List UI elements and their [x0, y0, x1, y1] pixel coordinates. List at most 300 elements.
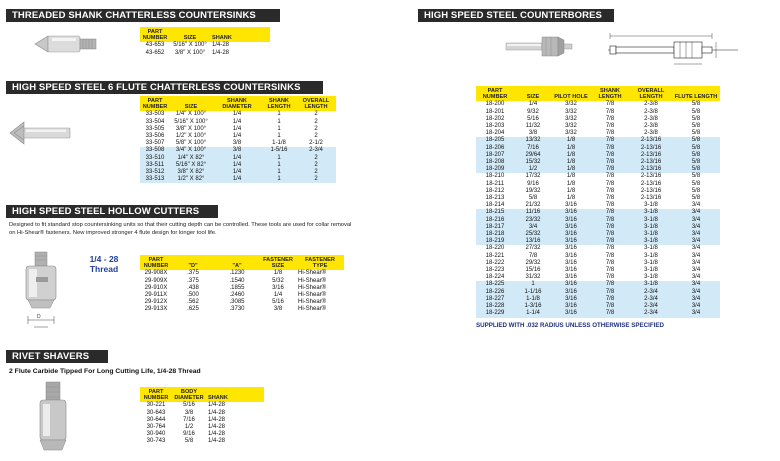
cell: .625 — [187, 306, 199, 313]
cell: 31/32 — [525, 274, 541, 281]
cell: 5/16" X 100° — [174, 118, 208, 125]
table-row — [140, 410, 264, 417]
col-shank: SHANK — [210, 27, 270, 42]
cell: 1/4-28 — [208, 438, 226, 445]
cell: 3/4 — [691, 245, 701, 252]
cell: 3/4 — [514, 224, 552, 231]
cell: 3/4 — [691, 267, 701, 274]
col-a: "A" — [214, 255, 260, 270]
cell: 3/16 — [272, 284, 284, 291]
cell: .1855 — [229, 284, 245, 291]
table-row — [476, 310, 720, 317]
cell: 7/8 — [605, 274, 615, 281]
cell: 1/4 — [212, 162, 262, 169]
table-row — [140, 155, 336, 162]
cell: 18-229 — [476, 310, 514, 317]
cell: 7/8 — [605, 173, 615, 180]
cell: 18-208 — [476, 159, 514, 166]
cell: 33-513 — [140, 176, 170, 183]
cell: 1/4-28 — [208, 409, 226, 416]
cell: .1540 — [229, 277, 245, 284]
cell: 3/16 — [565, 274, 577, 281]
cell: 3/4 — [691, 259, 701, 266]
cell: 3-1/8 — [644, 267, 658, 274]
cell: 3/16 — [552, 217, 590, 224]
cell: 5/8 — [672, 166, 720, 173]
cell: 3/16 — [552, 289, 590, 296]
cell: 5/16" X 82° — [170, 162, 212, 169]
cell: 29-910X — [144, 284, 168, 291]
cell: 18-201 — [485, 108, 505, 115]
table-row — [140, 431, 264, 438]
cell: 3/4 — [672, 289, 720, 296]
table-row — [476, 109, 720, 116]
table-row — [140, 133, 336, 140]
cell: 7/8 — [590, 217, 630, 224]
cell: 2 — [314, 125, 318, 132]
table-row — [476, 296, 720, 303]
cell: .438 — [187, 284, 199, 291]
cell: 1/4-28 — [212, 49, 230, 56]
col-shank: SHANK — [206, 387, 264, 402]
counterbores-note: SUPPLIED WITH .032 RADIUS UNLESS OTHERWISE SPECIFIED — [476, 322, 664, 329]
cell: 3/4 — [672, 238, 720, 245]
cell: 7/16 — [183, 416, 195, 423]
cell: 13/32 — [514, 137, 552, 144]
cell: 18-220 — [485, 245, 505, 252]
cell: 5/16 — [527, 115, 539, 122]
cell: 1/2 — [514, 166, 552, 173]
cell: 33-505 — [145, 125, 165, 132]
cell: 3-1/8 — [644, 202, 658, 209]
cell: Hi-Shear® — [298, 292, 327, 299]
table-row — [476, 152, 720, 159]
cell: 7/8 — [605, 195, 615, 202]
cell: 1/4-28 — [208, 424, 226, 431]
cell: 3/32 — [565, 123, 577, 130]
rivet-section-title: RIVET SHAVERS — [6, 350, 108, 363]
cell: 7/8 — [590, 166, 630, 173]
table-row — [140, 169, 336, 176]
cell: 7/8 — [590, 152, 630, 159]
cell: 3/4" X 100° — [170, 147, 212, 154]
cell: 15/32 — [514, 159, 552, 166]
table-row — [140, 176, 336, 183]
cell: 3-1/8 — [644, 245, 658, 252]
counterbores-section-title: HIGH SPEED STEEL COUNTERBORES — [418, 9, 614, 22]
cell: 1/8 — [552, 166, 590, 173]
table-row — [476, 238, 720, 245]
table-row — [140, 424, 264, 431]
col-body-diameter: BODY DIAMETER — [172, 387, 206, 402]
cell: 7/8 — [590, 209, 630, 216]
rivet-subtitle: 2 Flute Carbide Tipped For Long Cutting Life, 1/4-28 Thread — [9, 368, 201, 375]
cell: 3/16 — [552, 224, 590, 231]
col-shank-length: SHANK LENGTH — [590, 86, 630, 101]
cell: 5/8" X 100° — [175, 140, 207, 147]
cell: 1/4 — [528, 101, 538, 108]
cell: 3/32 — [565, 101, 577, 108]
table-row — [476, 245, 720, 252]
cell: .375 — [187, 270, 199, 277]
cell: 1/4 — [232, 111, 242, 118]
cell: 2-3/8 — [644, 108, 658, 115]
cell: 1/4 — [273, 292, 283, 299]
cell: 5/16 — [272, 299, 284, 306]
cell: 1 — [262, 169, 296, 176]
cell: 3/16 — [565, 252, 577, 259]
cell: 3-1/8 — [630, 238, 672, 245]
cell: 7/8 — [605, 108, 615, 115]
table-row — [476, 253, 720, 260]
hollow-section-title: HIGH SPEED STEEL HOLLOW CUTTERS — [6, 205, 218, 218]
cell: 18-226 — [476, 289, 514, 296]
cell: 3/16 — [565, 259, 577, 266]
rivet-shaver-image — [34, 380, 74, 456]
table-row — [140, 270, 344, 277]
cell: 18-227 — [476, 296, 514, 303]
cell: 1 — [277, 111, 281, 118]
cell: 2-3/4 — [630, 303, 672, 310]
table-row — [140, 402, 264, 409]
cell: 29-913X — [144, 306, 168, 313]
cell: 1/8 — [552, 145, 590, 152]
cell: 1/4 — [212, 169, 262, 176]
cell: 30-940 — [146, 431, 166, 438]
cell: 1 — [514, 281, 552, 288]
cell: 3/32 — [565, 130, 577, 137]
cell: 3/16 — [552, 231, 590, 238]
cell: 33-506 — [145, 133, 165, 140]
cell: 5/8 — [691, 130, 701, 137]
table-row — [140, 306, 344, 313]
cell: 3/4 — [672, 296, 720, 303]
cell: 18-206 — [476, 145, 514, 152]
col-part-number: PART NUMBER — [140, 387, 172, 402]
table-row — [140, 147, 336, 154]
table-row — [140, 119, 336, 126]
col-size: SIZE — [514, 86, 552, 101]
cell: 18-213 — [485, 195, 505, 202]
cell: 2 — [314, 111, 318, 118]
cell: 18-209 — [476, 166, 514, 173]
cell: 1/4 — [212, 155, 262, 162]
svg-text:D: D — [37, 314, 41, 320]
col-part-number: PART NUMBER — [476, 86, 514, 101]
cell: 5/8 — [691, 187, 701, 194]
hollow-description: Designed to fit standard stop countersinking units so that their cutting depth can be controlled. These tools are used for collar removal on Hi-Shear® fasteners. New improved stronger 4 flute design for longer tool life. — [9, 222, 352, 236]
cell: Hi-Shear® — [298, 299, 327, 306]
cell: 2 — [314, 118, 318, 125]
cell: 9/16 — [527, 180, 539, 187]
cell: 3/8 — [528, 130, 538, 137]
col-part-number: PART NUMBER — [140, 96, 170, 111]
cell: 2-3/8 — [644, 115, 658, 122]
cell: 3/4 — [672, 281, 720, 288]
cell: 3-1/8 — [644, 259, 658, 266]
cell: 1/4-28 — [208, 431, 226, 438]
table-row — [476, 195, 720, 202]
rivet-table — [140, 387, 264, 446]
cell: 5/8 — [691, 123, 701, 130]
cell: 29-911X — [144, 292, 168, 299]
col-flute-length: FLUTE LENGTH — [672, 86, 720, 101]
cell: 18-204 — [485, 130, 505, 137]
cell: 3-1/8 — [630, 217, 672, 224]
table-row — [476, 217, 720, 224]
cell: 19/32 — [525, 187, 541, 194]
col-fastener-size: FASTENER SIZE — [260, 255, 296, 270]
cell: 3/16 — [552, 303, 590, 310]
cell: 3/8 — [184, 409, 194, 416]
cell: .2460 — [229, 292, 245, 299]
table-row — [476, 116, 720, 123]
cell: 5/8 — [528, 195, 538, 202]
table-row — [476, 289, 720, 296]
cell: 2-3/8 — [644, 130, 658, 137]
cell: 3/16 — [552, 281, 590, 288]
cell: 1-1/8 — [272, 140, 286, 147]
cell: 5/8 — [691, 108, 701, 115]
cell: 3/32 — [565, 115, 577, 122]
cell: 2-13/16 — [640, 173, 662, 180]
cell: 1/8 — [552, 152, 590, 159]
table-row — [140, 162, 336, 169]
cell: 1/4 — [232, 118, 242, 125]
table-row — [476, 101, 720, 108]
cell: 3-1/8 — [644, 252, 658, 259]
cell: 7/8 — [590, 310, 630, 317]
cell: 2 — [314, 133, 318, 140]
cell: 1/8 — [552, 159, 590, 166]
cell: 18-217 — [476, 224, 514, 231]
cell: 7/8 — [605, 252, 615, 259]
cell: 7/8 — [590, 145, 630, 152]
cell: 1-1/16 — [514, 289, 552, 296]
cell: 2-3/4 — [630, 296, 672, 303]
threaded-table — [140, 27, 270, 57]
cell: 18-212 — [485, 187, 505, 194]
cell: .562 — [187, 299, 199, 306]
cell: 29-908X — [144, 270, 168, 277]
table-row — [140, 126, 336, 133]
cell: 18-216 — [476, 217, 514, 224]
cell: 1 — [277, 133, 281, 140]
cell: 18-221 — [485, 252, 505, 259]
cell: 18-215 — [476, 209, 514, 216]
col-fastener-type: FASTENER TYPE — [296, 255, 344, 270]
cell: 1/8 — [566, 180, 576, 187]
cell: 1/8 — [552, 137, 590, 144]
col-shank-length: SHANK LENGTH — [262, 96, 296, 111]
cell: 3/8 — [273, 306, 283, 313]
cell: 27/32 — [525, 245, 541, 252]
table-row — [140, 417, 264, 424]
cell: .500 — [187, 292, 199, 299]
cell: 2 — [296, 169, 336, 176]
cell: 7/8 — [590, 224, 630, 231]
cell: 2-13/16 — [640, 195, 662, 202]
cell: 11/32 — [525, 123, 541, 130]
cell: 33-507 — [145, 140, 165, 147]
cell: 3/4 — [691, 274, 701, 281]
table-row — [476, 260, 720, 267]
cell: 2-13/16 — [640, 180, 662, 187]
cell: 5/8 — [691, 173, 701, 180]
thread-label: 1/4 - 28 Thread — [89, 254, 119, 274]
cell: 18-202 — [485, 115, 505, 122]
cell: 3/8 — [212, 147, 262, 154]
cell: 3/16 — [565, 202, 577, 209]
threaded-section-title: THREADED SHANK CHATTERLESS COUNTERSINKS — [6, 9, 280, 22]
cell: 3/4 — [672, 303, 720, 310]
cell: 1-1/4 — [514, 310, 552, 317]
table-row — [476, 181, 720, 188]
cell: 7/8 — [590, 296, 630, 303]
cell: 3/16 — [552, 310, 590, 317]
counterbores-table — [476, 86, 720, 318]
cell: 29/32 — [525, 259, 541, 266]
table-row — [140, 285, 344, 292]
cell: 7/8 — [605, 245, 615, 252]
cell: 3/16 — [565, 267, 577, 274]
cell: 18-200 — [485, 101, 505, 108]
cell: 3/4 — [672, 231, 720, 238]
cell: 5/8 — [184, 438, 194, 445]
table-row — [476, 267, 720, 274]
cell: 21/32 — [525, 202, 541, 209]
cell: 2 — [296, 176, 336, 183]
cell: 13/16 — [514, 238, 552, 245]
cell: 5/16" X 100° — [173, 42, 207, 49]
cell: 18-214 — [485, 202, 505, 209]
cell: 25/32 — [514, 231, 552, 238]
table-row — [476, 145, 720, 152]
table-row — [476, 224, 720, 231]
col-part-number: PART NUMBER — [140, 27, 170, 42]
cell: 1 — [262, 155, 296, 162]
cell: 23/32 — [514, 217, 552, 224]
table-row — [140, 111, 336, 118]
col-size: SIZE — [170, 27, 210, 42]
cell: 29-912X — [144, 299, 168, 306]
cell: 7/8 — [605, 123, 615, 130]
cell: 30-644 — [146, 416, 166, 423]
cell: 2-3/4 — [630, 289, 672, 296]
cell: 1/2" X 82° — [170, 176, 212, 183]
cell: 18-207 — [476, 152, 514, 159]
col-overall-length: OVERALL LENGTH — [630, 86, 672, 101]
hollow-table — [140, 255, 344, 314]
table-row — [476, 130, 720, 137]
cell: 2-3/4 — [296, 147, 336, 154]
cell: 2-13/16 — [630, 166, 672, 173]
cell: 33-511 — [140, 162, 170, 169]
cell: 3/16 — [552, 209, 590, 216]
cell: 7/8 — [605, 115, 615, 122]
cell: 7/8 — [590, 289, 630, 296]
cell: 1-5/16 — [262, 147, 296, 154]
table-row — [476, 123, 720, 130]
cell: 9/16 — [183, 431, 195, 438]
cell: 18-219 — [476, 238, 514, 245]
cell: 15/16 — [525, 267, 541, 274]
cell: 5/8 — [672, 137, 720, 144]
cell: 1/8 — [273, 270, 283, 277]
counterbore-image — [504, 32, 574, 62]
cell: 7/8 — [590, 159, 630, 166]
cell: 5/8 — [691, 180, 701, 187]
cell: 1 — [277, 125, 281, 132]
cell: 33-512 — [140, 169, 170, 176]
cell: 1-3/16 — [514, 303, 552, 310]
cell: 2-13/16 — [630, 152, 672, 159]
cell: 3/8" X 82° — [170, 169, 212, 176]
cell: 3/4 — [691, 202, 701, 209]
table-row — [476, 281, 720, 288]
cell: 18-210 — [485, 173, 505, 180]
table-row — [476, 137, 720, 144]
table-row — [476, 159, 720, 166]
table-row — [476, 202, 720, 209]
cell: 2-13/16 — [630, 159, 672, 166]
cell: 1/4-28 — [208, 402, 226, 409]
cell: .375 — [187, 277, 199, 284]
cell: Hi-Shear® — [298, 284, 327, 291]
cell: 1-1/8 — [514, 296, 552, 303]
table-row — [476, 166, 720, 173]
cell: 1 — [262, 176, 296, 183]
table-row — [476, 274, 720, 281]
cell: 7/8 — [605, 187, 615, 194]
cell: 33-510 — [140, 155, 170, 162]
cell: 3/16 — [552, 296, 590, 303]
countersink-six-flute-image — [8, 118, 76, 148]
cell: 1/4-28 — [212, 42, 230, 49]
cell: 3/4 — [691, 252, 701, 259]
cell: 18-225 — [476, 281, 514, 288]
cell: Hi-Shear® — [298, 306, 327, 313]
cell: 1 — [262, 162, 296, 169]
cell: 5/8 — [672, 145, 720, 152]
cell: 1/4-28 — [208, 416, 226, 423]
table-row — [476, 188, 720, 195]
cell: 5/32 — [272, 277, 284, 284]
cell: 7/8 — [605, 130, 615, 137]
cell: 3/16 — [565, 245, 577, 252]
cell: .3085 — [229, 299, 245, 306]
col-overall-length: OVERALL LENGTH — [296, 96, 336, 111]
col-part-number: PART NUMBER — [140, 255, 172, 270]
cell: 7/8 — [590, 137, 630, 144]
cell: 3/8" X 100° — [174, 49, 206, 56]
table-row — [476, 173, 720, 180]
cell: 30-643 — [146, 409, 166, 416]
cell: 7/8 — [605, 180, 615, 187]
cell: 7/16 — [514, 145, 552, 152]
counterbore-diagram — [598, 30, 748, 70]
table-row — [476, 209, 720, 216]
cell: 7/8 — [590, 281, 630, 288]
cell: 33-508 — [140, 147, 170, 154]
cell: 2-3/4 — [630, 310, 672, 317]
cell: 29-909X — [144, 277, 168, 284]
cell: 33-504 — [145, 118, 165, 125]
cell: 29/64 — [514, 152, 552, 159]
table-row — [140, 50, 270, 57]
cell: 1/4 — [232, 133, 242, 140]
col-pilot-hole: PILOT HOLE — [552, 86, 590, 101]
